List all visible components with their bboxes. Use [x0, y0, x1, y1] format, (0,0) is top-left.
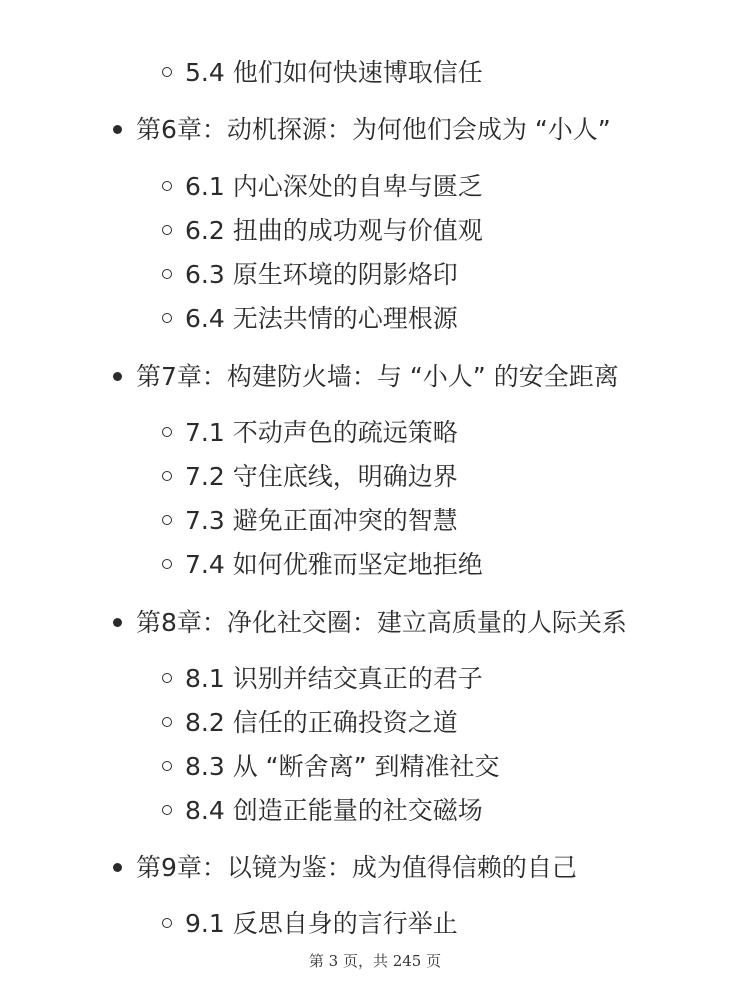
toc-section-text: 6.4 无法共情的心理根源	[185, 303, 458, 333]
toc-chapter-item	[113, 600, 627, 644]
toc-section-item	[162, 50, 483, 94]
toc-chapter-text: 第8章：净化社交圈：建立高质量的人际关系	[136, 607, 627, 637]
hollow-bullet-icon	[162, 67, 172, 77]
hollow-bullet-icon	[162, 559, 172, 569]
toc-section-item	[162, 700, 458, 744]
toc-section-item	[162, 656, 483, 700]
toc-chapter-item	[113, 354, 619, 398]
toc-section-item	[162, 498, 458, 542]
toc-section-text: 6.2 扭曲的成功观与价值观	[185, 215, 483, 245]
filled-bullet-icon	[113, 618, 122, 627]
filled-bullet-icon	[113, 125, 122, 134]
toc-section-text: 7.1 不动声色的疏远策略	[185, 417, 458, 447]
toc-section-item	[162, 788, 483, 832]
toc-section-item	[162, 901, 458, 945]
toc-section-text: 9.1 反思自身的言行举止	[185, 908, 458, 938]
toc-section-item	[162, 744, 500, 788]
toc-section-text: 7.4 如何优雅而坚定地拒绝	[185, 549, 483, 579]
toc-section-text: 5.4 他们如何快速博取信任	[185, 57, 483, 87]
toc-chapter-item	[113, 845, 577, 889]
toc-section-item	[162, 164, 483, 208]
hollow-bullet-icon	[162, 181, 172, 191]
page-number-footer: 第 3 页，共 245 页	[308, 952, 442, 970]
toc-section-item	[162, 252, 458, 296]
hollow-bullet-icon	[162, 717, 172, 727]
toc-section-text: 8.3 从 “断舍离” 到精准社交	[185, 751, 500, 781]
toc-chapter-text: 第7章：构建防火墙：与 “小人” 的安全距离	[136, 361, 619, 391]
toc-section-text: 6.1 内心深处的自卑与匮乏	[185, 171, 483, 201]
toc-section-item	[162, 296, 458, 340]
filled-bullet-icon	[113, 372, 122, 381]
hollow-bullet-icon	[162, 269, 172, 279]
toc-section-item	[162, 410, 458, 454]
toc-section-text: 8.2 信任的正确投资之道	[185, 707, 458, 737]
toc-section-text: 7.2 守住底线，明确边界	[185, 461, 458, 491]
hollow-bullet-icon	[162, 761, 172, 771]
toc-section-text: 8.4 创造正能量的社交磁场	[185, 795, 483, 825]
toc-section-text: 8.1 识别并结交真正的君子	[185, 663, 483, 693]
toc-chapter-text: 第9章：以镜为鉴：成为值得信赖的自己	[136, 852, 577, 882]
toc-chapter-text: 第6章：动机探源：为何他们会成为 “小人”	[136, 114, 611, 144]
hollow-bullet-icon	[162, 225, 172, 235]
toc-section-text: 7.3 避免正面冲突的智慧	[185, 505, 458, 535]
hollow-bullet-icon	[162, 673, 172, 683]
filled-bullet-icon	[113, 863, 122, 872]
toc-chapter-item	[113, 107, 611, 151]
hollow-bullet-icon	[162, 805, 172, 815]
hollow-bullet-icon	[162, 313, 172, 323]
toc-section-item	[162, 454, 458, 498]
hollow-bullet-icon	[162, 515, 172, 525]
toc-section-text: 6.3 原生环境的阴影烙印	[185, 259, 458, 289]
hollow-bullet-icon	[162, 918, 172, 928]
toc-section-item	[162, 208, 483, 252]
hollow-bullet-icon	[162, 427, 172, 437]
hollow-bullet-icon	[162, 471, 172, 481]
toc-section-item	[162, 542, 483, 586]
